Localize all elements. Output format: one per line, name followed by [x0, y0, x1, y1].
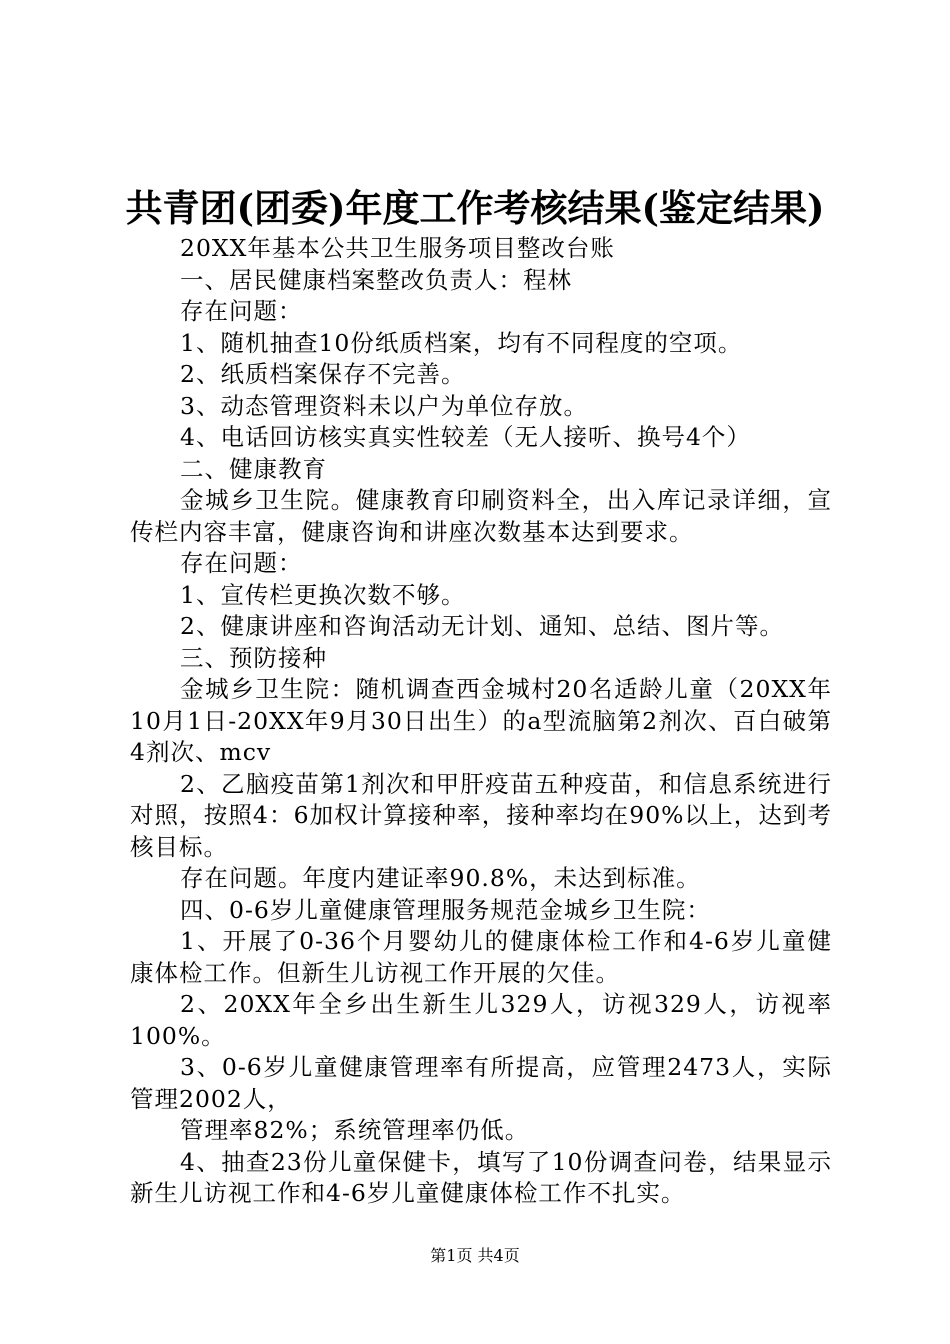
paragraph: 4、电话回访核实真实性较差（无人接听、换号4个）: [180, 423, 751, 451]
paragraph: 四、0-6岁儿童健康管理服务规范金城乡卫生院：: [180, 895, 711, 924]
paragraph: 2、20XX年全乡出生新生儿329人，访视329人，访视率100%。: [130, 990, 832, 1050]
paragraph: 2、健康讲座和咨询活动无计划、通知、总结、图片等。: [180, 612, 784, 640]
paragraph: 管理率82%；系统管理率仍低。: [180, 1116, 530, 1144]
paragraph: 3、动态管理资料未以户为单位存放。: [180, 391, 588, 420]
paragraph: 20XX年基本公共卫生服务项目整改台账: [180, 234, 615, 262]
paragraph: 存在问题：: [180, 297, 303, 325]
paragraph: 1、宣传栏更换次数不够。: [180, 580, 466, 609]
paragraph: 三、预防接种: [180, 643, 327, 672]
paragraph: 3、0-6岁儿童健康管理率有所提高，应管理2473人，实际管理2002人，: [130, 1053, 832, 1113]
paragraph: 1、开展了0-36个月婴幼儿的健康体检工作和4-6岁儿童健康体检工作。但新生儿访视工作开展的欠佳。: [130, 927, 832, 987]
document-body: [130, 233, 832, 1210]
paragraph: 4、抽查23份儿童保健卡，填写了10份调查问卷，结果显示新生儿访视工作和4-6岁儿童健康体检工作不扎实。: [130, 1147, 832, 1207]
paragraph: 2、乙脑疫苗第1剂次和甲肝疫苗五种疫苗，和信息系统进行对照，按照4：6加权计算接种率，接种率均在90%以上，达到考核目标。: [130, 769, 832, 861]
document-title: 共青团(团委)年度工作考核结果(鉴定结果): [125, 186, 825, 230]
paragraph: 1、随机抽查10份纸质档案，均有不同程度的空项。: [180, 328, 743, 357]
paragraph: 存在问题：: [180, 549, 303, 577]
paragraph: 二、健康教育: [180, 454, 327, 483]
paragraph: 一、居民健康档案整改负责人：程林: [180, 265, 572, 294]
paragraph: 金城乡卫生院。健康教育印刷资料全，出入库记录详细，宣传栏内容丰富，健康咨询和讲座次数基本达到要求。: [130, 486, 832, 546]
paragraph: 2、纸质档案保存不完善。: [180, 360, 466, 388]
page-footer: 第1页 共4页: [430, 1246, 520, 1265]
paragraph: 存在问题。年度内建证率90.8%，未达到标准。: [180, 864, 701, 892]
paragraph: 金城乡卫生院：随机调查西金城村20名适龄儿童（20XX年10月1日-20XX年9月30日出生）的a型流脑第2剂次、百白破第4剂次、mcv: [130, 675, 832, 766]
